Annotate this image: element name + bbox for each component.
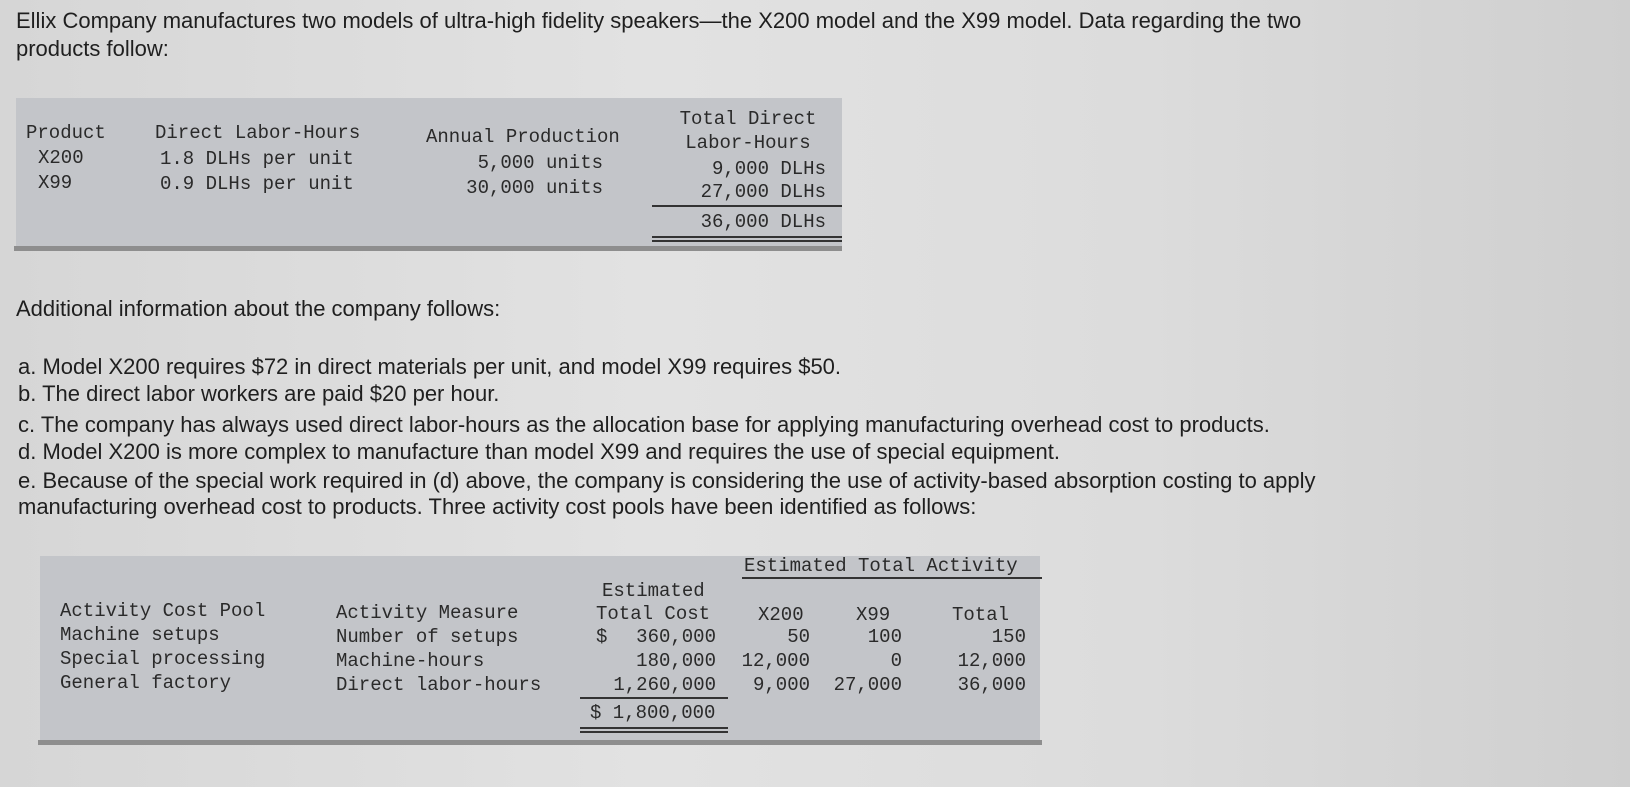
header-total-direct-1: Total Direct [679, 108, 817, 130]
row-dlh: 0.9 DLHs per unit [160, 173, 354, 195]
row-measure: Machine-hours [336, 650, 485, 672]
row-x200: 50 [787, 626, 810, 648]
row-cost: 180,000 [636, 650, 716, 672]
row-product: X200 [38, 147, 84, 169]
activity-table-bottom-bar [38, 740, 1042, 745]
cost-double-rule-bottom [580, 731, 728, 733]
row-x200: 9,000 [752, 674, 810, 696]
row-annual: 30,000 units [466, 177, 603, 199]
group-header-rule [742, 577, 1042, 579]
info-item-e-cont: manufacturing overhead cost to products. Three activity cost pools have been identified as follows: [18, 494, 977, 519]
header-x200: X200 [758, 604, 804, 626]
row-measure: Number of setups [336, 626, 519, 648]
row-cost: 1,260,000 [613, 674, 716, 696]
header-annual-production: Annual Production [426, 126, 620, 148]
header-cost-line-1: Estimated [602, 580, 705, 602]
row-x200: 12,000 [741, 650, 810, 672]
header-product: Product [26, 122, 106, 144]
header-total-direct-2: Labor-Hours [685, 132, 811, 154]
row-cost: 360,000 [636, 626, 716, 648]
row-dlh: 1.8 DLHs per unit [160, 148, 354, 170]
row-measure: Direct labor-hours [336, 674, 542, 696]
row-pool: Machine setups [60, 624, 220, 646]
grand-total-cost: $ 1,800,000 [590, 702, 716, 724]
row-annual: 5,000 units [477, 152, 603, 174]
header-direct-labor-hours: Direct Labor-Hours [155, 122, 361, 144]
additional-heading: Additional information about the company follows: [16, 296, 501, 321]
intro-line-1: Ellix Company manufactures two models of ultra-high fidelity speakers—the X200 model and the X99 model. Data regarding the two [16, 8, 1302, 33]
info-item-c: c. The company has always used direct labor-hours as the allocation base for applying manufacturing overhead cost to products. [18, 412, 1270, 437]
info-item-d: d. Model X200 is more complex to manufacture than model X99 and requires the use of special equipment. [18, 439, 1060, 464]
double-rule-top [652, 236, 842, 238]
row-total: 150 [991, 626, 1026, 648]
row-pool: Special processing [60, 648, 266, 670]
intro-line-2: products follow: [16, 36, 169, 61]
row-x99: 27,000 [833, 674, 902, 696]
group-header-estimated-total-activity: Estimated Total Activity [744, 555, 1018, 577]
row-dollar-sign: $ [596, 626, 608, 648]
row-pool: General factory [60, 672, 232, 694]
cost-double-rule-top [580, 727, 728, 729]
header-cost-line-2: Total Cost [596, 603, 711, 625]
info-item-e: e. Because of the special work required in (d) above, the company is considering the use of activity-based absorption costing to apply [18, 468, 1316, 493]
info-item-a: a. Model X200 requires $72 in direct materials per unit, and model X99 requires $50. [18, 354, 842, 379]
grand-total-dlh: 36,000 DLHs [700, 211, 826, 233]
row-total: 9,000 DLHs [711, 158, 826, 180]
row-x99: 0 [890, 650, 902, 672]
row-product: X99 [38, 172, 73, 194]
table-bottom-bar [14, 246, 842, 251]
info-item-b: b. The direct labor workers are paid $20 per hour. [18, 381, 500, 406]
row-total: 12,000 [957, 650, 1026, 672]
header-activity-measure: Activity Measure [336, 602, 519, 624]
row-total: 36,000 [957, 674, 1026, 696]
header-total: Total [952, 604, 1010, 626]
subtotal-rule [652, 205, 842, 207]
header-activity-cost-pool: Activity Cost Pool [60, 600, 266, 622]
header-x99: X99 [856, 604, 891, 626]
double-rule-bottom [652, 240, 842, 242]
cost-subtotal-rule [580, 697, 728, 699]
row-x99: 100 [867, 626, 902, 648]
row-total: 27,000 DLHs [700, 181, 826, 203]
